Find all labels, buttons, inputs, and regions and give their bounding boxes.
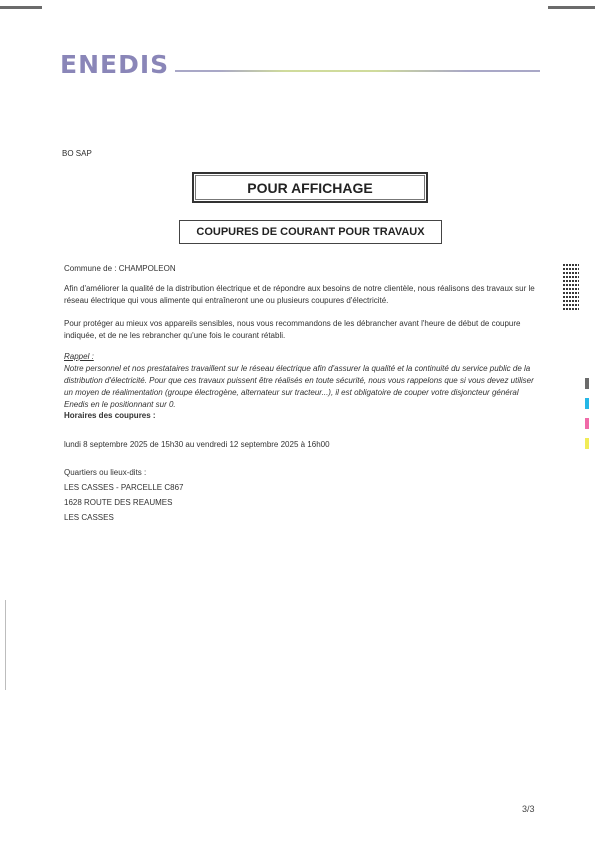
intro-paragraph: Afin d'améliorer la qualité de la distribution électrique et de répondre aux besoins de notre clientèle, nous réalisons des travaux sur le réseau électrique qui vous alimente qui entraîneront une ou plusieurs coupures d'électricité. (64, 284, 535, 305)
main-title: POUR AFFICHAGE (247, 179, 373, 196)
main-title-box (192, 172, 428, 203)
enedis-logo: ENEDIS (60, 50, 170, 79)
district-item: LES CASSES (64, 513, 114, 522)
districts-heading: Quartiers ou lieux-dits : (64, 468, 147, 477)
schedule-line: lundi 8 septembre 2025 de 15h30 au vendredi 12 septembre 2025 à 16h00 (64, 440, 330, 449)
print-mark-cyan (585, 398, 589, 409)
page-number: 3/3 (522, 804, 535, 814)
protect-paragraph: Pour protéger au mieux vos appareils sensibles, nous vous recommandons de les débrancher avant l'heure de début de coupure indiquée, et de ne les rebrancher qu'une fois le courant rétabli. (64, 319, 521, 340)
sub-title: COUPURES DE COURANT POUR TRAVAUX (196, 226, 425, 238)
reminder-text: Notre personnel et nos prestataires travaillent sur le réseau électrique afin d'assurer la qualité et la continuité du service public de la distribution d'électricité. Pour que ces travaux puissent être réalisés en toute sécurité, nous vous rappelons que si vous devez utiliser un moyen de réalimentation (groupe électrogène, alternateur sur tracteur...), il est obligatoire de couper votre disjoncteur général Enedis en le positionnant sur 0. (64, 364, 534, 409)
logo-rule (175, 70, 540, 72)
print-mark-magenta (585, 418, 589, 429)
schedule-heading: Horaires des coupures : (64, 411, 156, 420)
sub-title-box (179, 220, 442, 244)
reference-code: BO SAP (62, 149, 92, 158)
scan-edge-line (5, 600, 6, 690)
district-item: LES CASSES - PARCELLE C867 (64, 483, 184, 492)
reminder-block (64, 351, 542, 411)
district-item: 1628 ROUTE DES REAUMES (64, 498, 173, 507)
print-mark-yellow (585, 438, 589, 449)
scan-bar-right (548, 6, 595, 9)
scan-bar-left (0, 6, 42, 9)
print-mark-grey (585, 378, 589, 389)
commune: Commune de : CHAMPOLEON (64, 264, 176, 273)
reminder-label: Rappel : (64, 352, 94, 361)
datamatrix-code (563, 262, 579, 310)
